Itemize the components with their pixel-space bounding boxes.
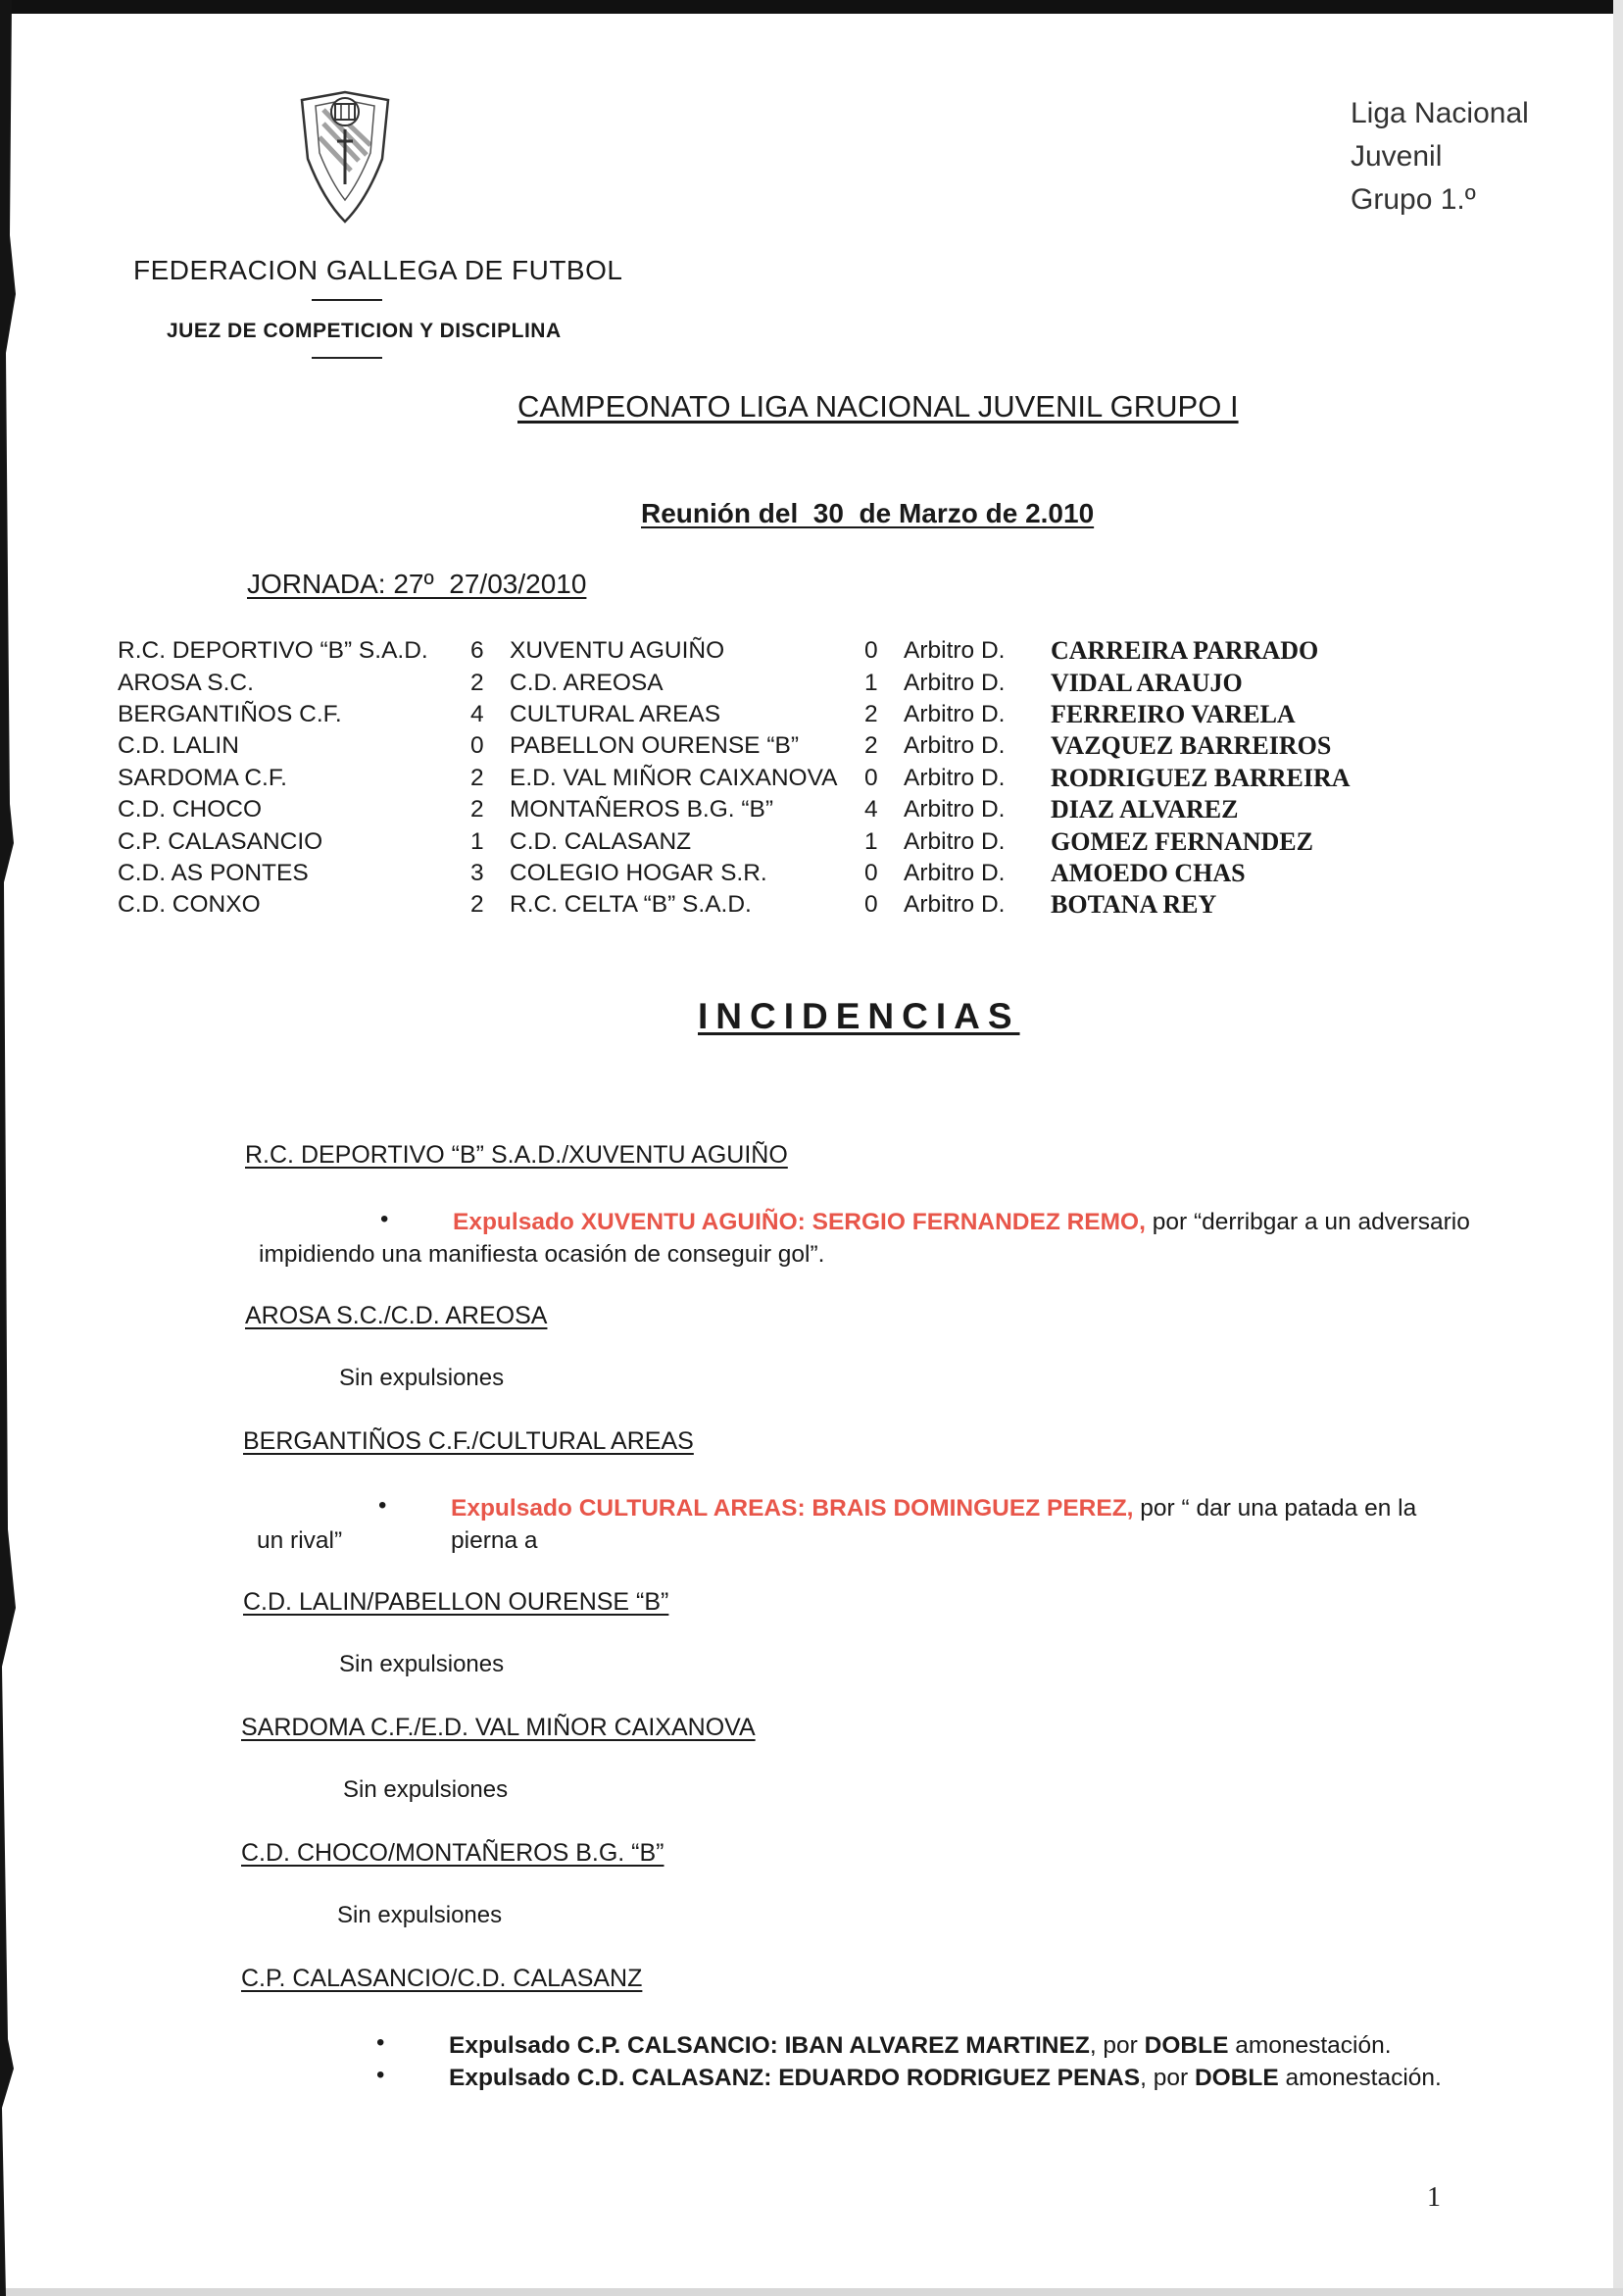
away-team: COLEGIO HOGAR S.R.: [510, 859, 767, 886]
away-team: XUVENTU AGUIÑO: [510, 637, 725, 665]
expulsion-text: Expulsado CULTURAL AREAS: BRAIS DOMINGUEZ PEREZ,: [451, 1495, 1134, 1522]
federation-crest-icon: [298, 90, 392, 225]
scan-bottom-border: [0, 2288, 1623, 2296]
away-score: 0: [864, 859, 878, 886]
result-row: [118, 635, 1411, 667]
home-team: C.D. CHOCO: [118, 796, 262, 824]
incident-reason: amonestación.: [1278, 2065, 1442, 2091]
bullet: •: [378, 1492, 387, 1519]
home-team: R.C. DEPORTIVO “B” S.A.D.: [118, 637, 428, 665]
results-table: [118, 635, 1411, 922]
away-team: C.D. CALASANZ: [510, 827, 692, 855]
home-team: C.P. CALASANCIO: [118, 827, 323, 855]
incident-connector: , por: [1089, 2032, 1145, 2059]
no-expulsions-note: Sin expulsiones: [337, 1902, 503, 1928]
away-team: MONTAÑEROS B.G. “B”: [510, 796, 774, 824]
away-score: 2: [864, 732, 878, 760]
result-row: [118, 763, 1411, 794]
league-line: Grupo 1.º: [1351, 183, 1476, 216]
result-row: [118, 667, 1411, 698]
away-team: R.C. CELTA “B” S.A.D.: [510, 891, 752, 919]
match-heading: C.D. LALIN/PABELLON OURENSE “B”: [243, 1588, 669, 1616]
home-team: C.D. LALIN: [118, 732, 239, 760]
result-row: [118, 825, 1411, 857]
away-score: 0: [864, 637, 878, 665]
away-team: E.D. VAL MIÑOR CAIXANOVA: [510, 764, 838, 791]
incident-line: [453, 1206, 1472, 1238]
league-line: Juvenil: [1351, 140, 1443, 173]
home-team: C.D. CONXO: [118, 891, 261, 919]
referee-role: Arbitro D.: [904, 796, 1006, 824]
referee-role: Arbitro D.: [904, 891, 1006, 919]
away-score: 1: [864, 669, 878, 696]
home-team: AROSA S.C.: [118, 669, 254, 696]
league-line: Liga Nacional: [1351, 97, 1529, 129]
result-row: [118, 889, 1411, 921]
referee-role: Arbitro D.: [904, 859, 1006, 886]
away-score: 1: [864, 827, 878, 855]
referee-name: AMOEDO CHAS: [1051, 858, 1246, 887]
scan-top-border: [0, 0, 1623, 14]
result-row: [118, 858, 1411, 889]
expulsion-text: Expulsado C.D. CALASANZ: EDUARDO RODRIGUEZ PENAS: [449, 2065, 1141, 2091]
committee-name: JUEZ DE COMPETICION Y DISCIPLINA: [167, 320, 562, 342]
meeting-date: Reunión del 30 de Marzo de 2.010: [641, 498, 1095, 528]
bullet: •: [380, 1206, 389, 1232]
home-score: 3: [470, 859, 484, 886]
incident-reason: amonestación.: [1228, 2032, 1392, 2059]
incident-line-continued: impidiendo una manifiesta ocasión de conseguir gol”.: [259, 1241, 825, 1268]
league-stamp: [1351, 92, 1529, 222]
incident-line: [451, 1492, 1490, 1557]
divider: [312, 357, 382, 359]
incident-line: [449, 2062, 1442, 2094]
match-heading: BERGANTIÑOS C.F./CULTURAL AREAS: [243, 1427, 694, 1455]
referee-role: Arbitro D.: [904, 764, 1006, 791]
away-score: 0: [864, 764, 878, 791]
referee-name: CARREIRA PARRADO: [1051, 636, 1319, 666]
bullet: •: [376, 2029, 385, 2056]
incident-connector: , por: [1140, 2065, 1195, 2091]
expulsion-text: Expulsado C.P. CALSANCIO: IBAN ALVAREZ MARTINEZ: [449, 2032, 1090, 2059]
scan-left-edge: [0, 0, 16, 2296]
home-score: 2: [470, 891, 484, 919]
no-expulsions-note: Sin expulsiones: [339, 1651, 505, 1677]
referee-name: RODRIGUEZ BARREIRA: [1051, 763, 1351, 792]
incident-reason: por “ dar una patada en la pierna a: [451, 1495, 1417, 1554]
referee-role: Arbitro D.: [904, 732, 1006, 760]
incident-line-continued: un rival”: [257, 1527, 343, 1554]
away-team: CULTURAL AREAS: [510, 700, 721, 727]
home-score: 2: [470, 764, 484, 791]
matchday: JORNADA: 27º 27/03/2010: [247, 569, 587, 599]
match-heading: R.C. DEPORTIVO “B” S.A.D./XUVENTU AGUIÑO: [245, 1141, 788, 1169]
referee-name: VIDAL ARAUJO: [1051, 668, 1243, 697]
no-expulsions-note: Sin expulsiones: [339, 1365, 505, 1391]
away-team: C.D. AREOSA: [510, 669, 664, 696]
result-row: [118, 794, 1411, 825]
home-score: 2: [470, 669, 484, 696]
result-row: [118, 699, 1411, 730]
divider: [312, 299, 382, 301]
referee-role: Arbitro D.: [904, 669, 1006, 696]
bullet: •: [376, 2062, 385, 2088]
match-heading: C.D. CHOCO/MONTAÑEROS B.G. “B”: [241, 1839, 664, 1867]
no-expulsions-note: Sin expulsiones: [343, 1776, 509, 1803]
match-heading: SARDOMA C.F./E.D. VAL MIÑOR CAIXANOVA: [241, 1714, 756, 1741]
referee-role: Arbitro D.: [904, 827, 1006, 855]
expulsion-text: Expulsado XUVENTU AGUIÑO: SERGIO FERNANDEZ REMO,: [453, 1209, 1146, 1235]
referee-name: BOTANA REY: [1051, 890, 1217, 920]
match-heading: AROSA S.C./C.D. AREOSA: [245, 1302, 548, 1329]
home-team: SARDOMA C.F.: [118, 764, 287, 791]
away-score: 4: [864, 796, 878, 824]
home-team: BERGANTIÑOS C.F.: [118, 700, 342, 727]
incident-reason: por “derribgar a un adversario: [1145, 1209, 1470, 1235]
referee-name: VAZQUEZ BARREIROS: [1051, 731, 1332, 761]
referee-name: FERREIRO VARELA: [1051, 699, 1296, 728]
incident-emphasis: DOBLE: [1194, 2065, 1279, 2091]
referee-name: GOMEZ FERNANDEZ: [1051, 826, 1313, 856]
referee-role: Arbitro D.: [904, 637, 1006, 665]
home-score: 4: [470, 700, 484, 727]
home-score: 6: [470, 637, 484, 665]
page-number: 1: [1427, 2182, 1441, 2213]
away-score: 0: [864, 891, 878, 919]
referee-name: DIAZ ALVAREZ: [1051, 795, 1239, 824]
away-score: 2: [864, 700, 878, 727]
home-score: 1: [470, 827, 484, 855]
document-title: CAMPEONATO LIGA NACIONAL JUVENIL GRUPO I: [517, 389, 1239, 424]
incident-line: [449, 2029, 1392, 2062]
incident-emphasis: DOBLE: [1144, 2032, 1229, 2059]
home-score: 0: [470, 732, 484, 760]
scan-right-border: [1613, 0, 1623, 2296]
incidencias-heading: INCIDENCIAS: [698, 996, 1020, 1036]
result-row: [118, 730, 1411, 762]
away-team: PABELLON OURENSE “B”: [510, 732, 799, 760]
federation-name: FEDERACION GALLEGA DE FUTBOL: [133, 255, 623, 285]
referee-role: Arbitro D.: [904, 700, 1006, 727]
match-heading: C.P. CALASANCIO/C.D. CALASANZ: [241, 1965, 643, 1992]
home-score: 2: [470, 796, 484, 824]
home-team: C.D. AS PONTES: [118, 859, 309, 886]
